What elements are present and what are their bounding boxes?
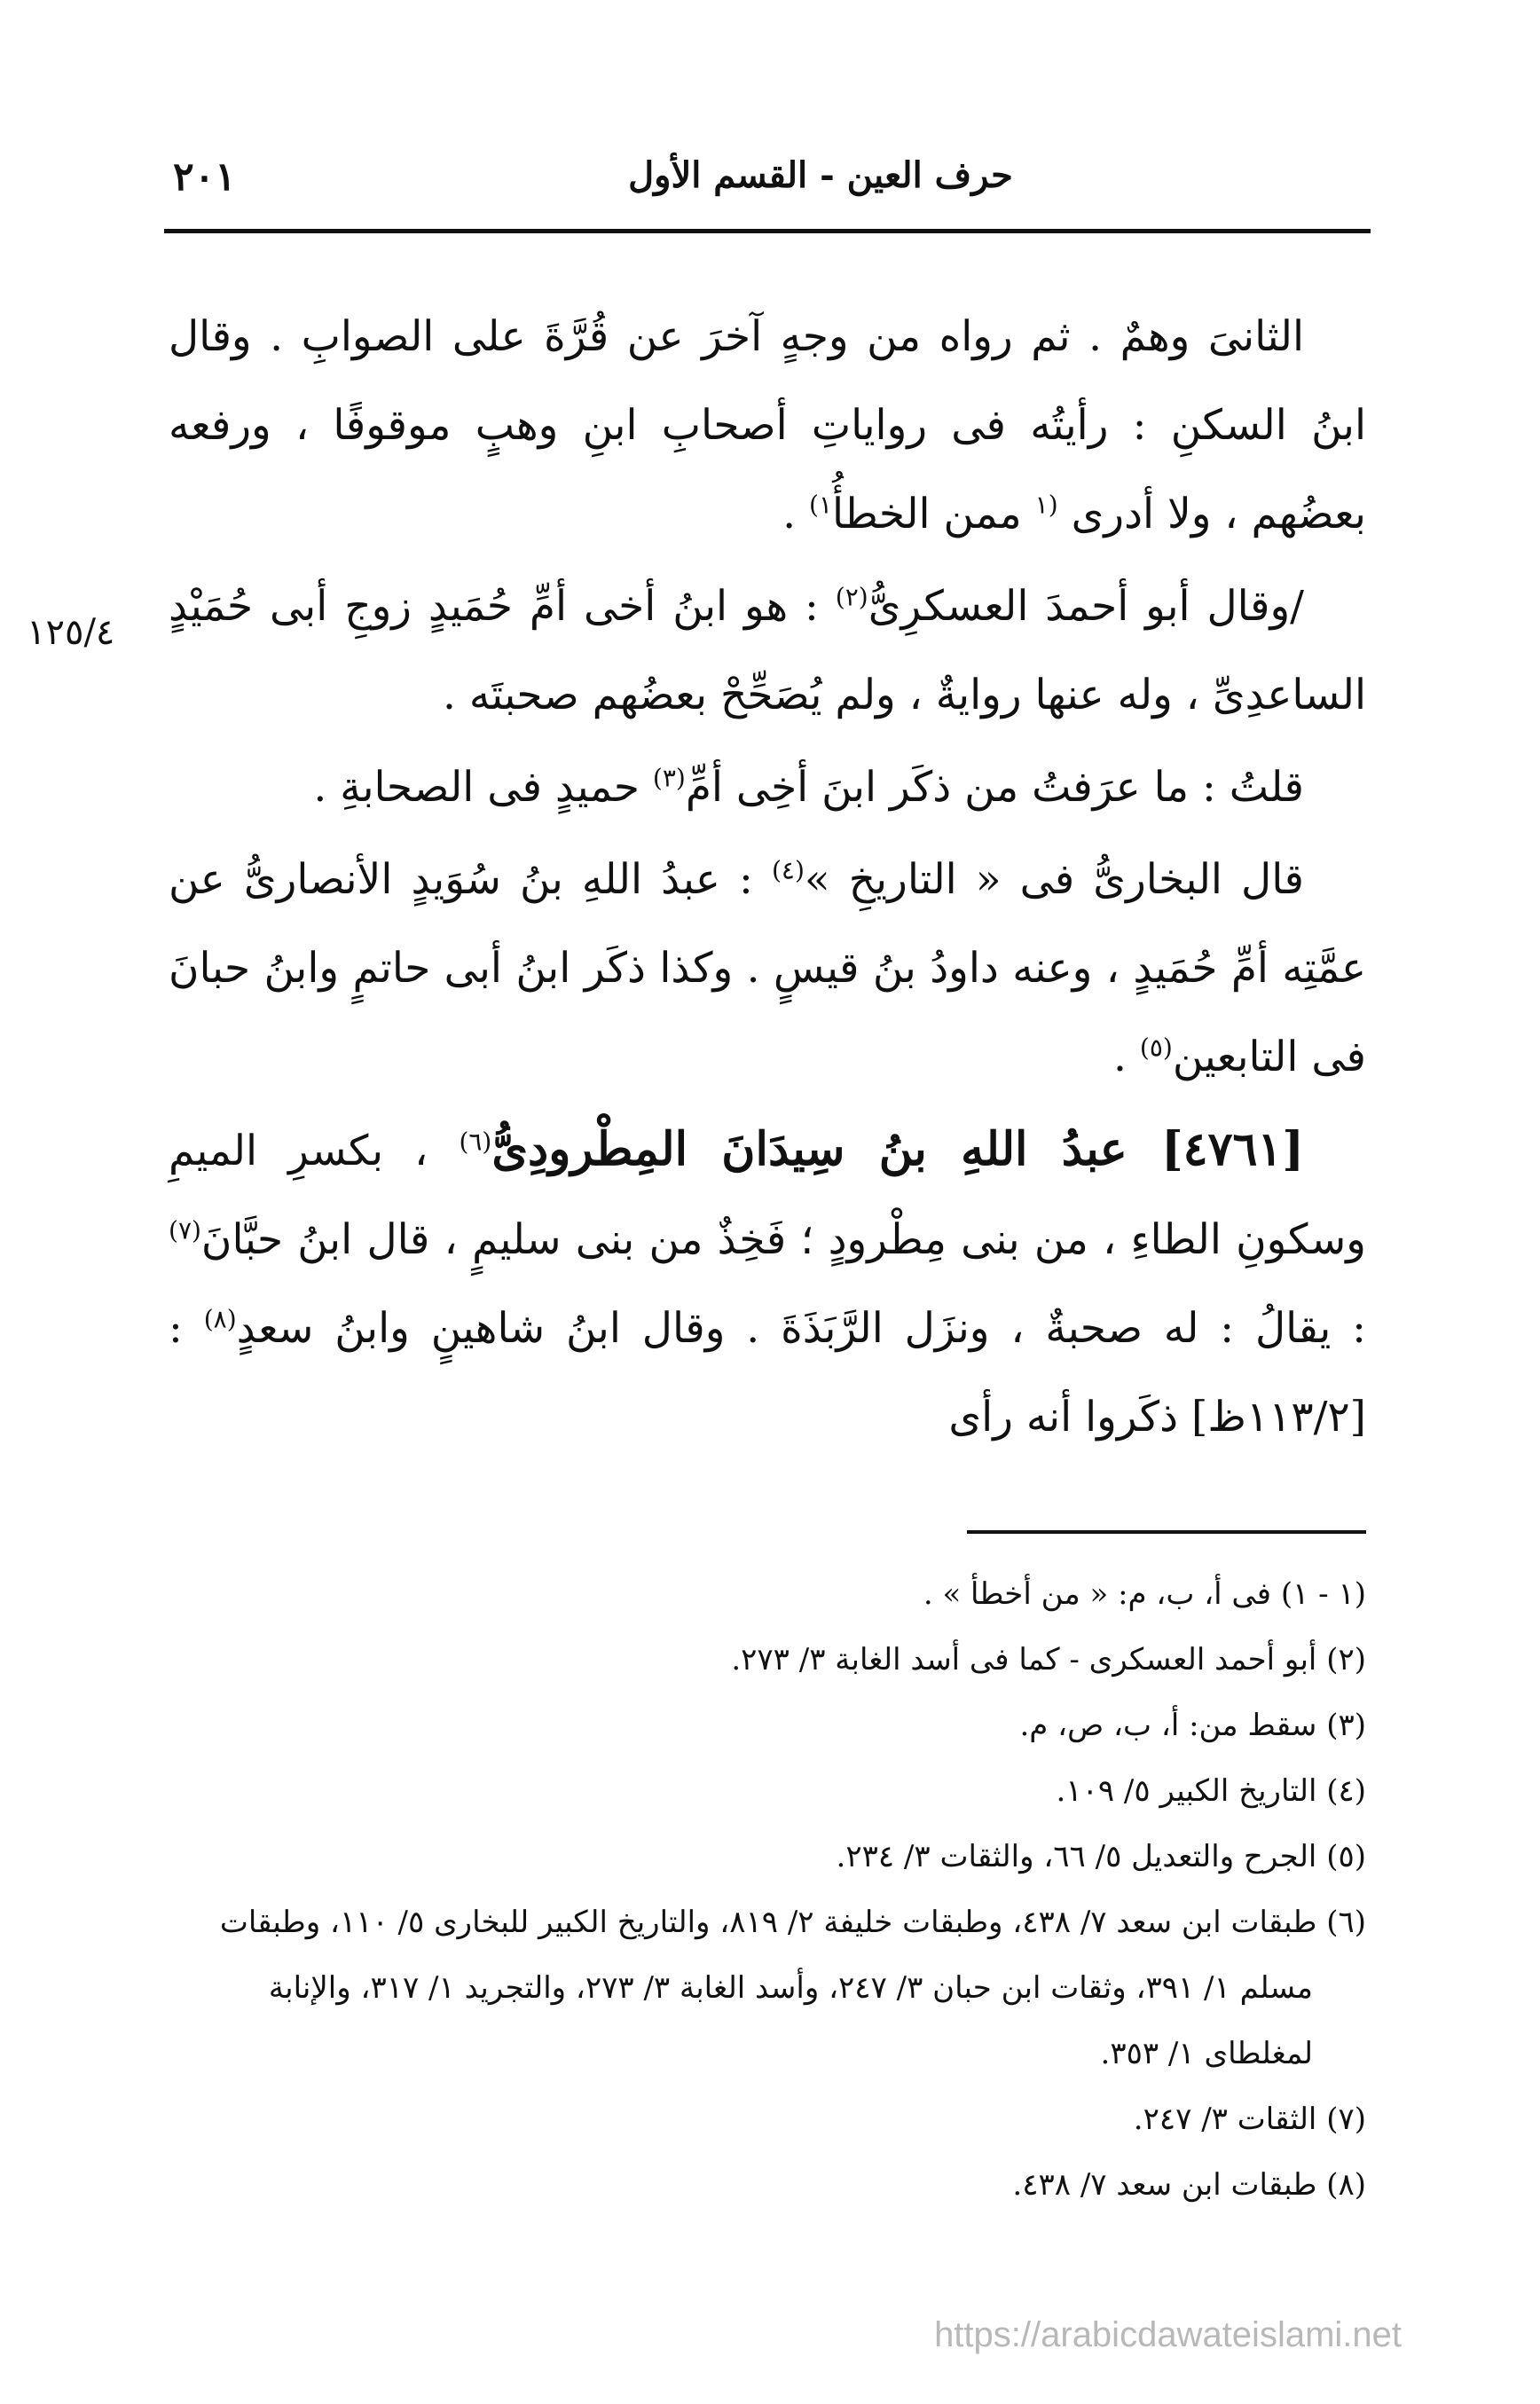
footnote xyxy=(169,1627,1366,1693)
header-rule xyxy=(164,229,1371,233)
footnote-text: الثقات ٣/ ٢٤٧. xyxy=(1133,2102,1317,2137)
footnote-label: (٣) xyxy=(1326,1708,1366,1743)
paragraph-2 xyxy=(169,562,1366,740)
paragraph-text: الثانىَ وهمٌ . ثم رواه من وجهٍ آخرَ عن قُرَّةَ على الصوابِ . وقال ابنُ السكنِ : رأيتُه فى رواياتِ أصحابِ ابنِ وهبٍ موقوفًا ، ورفعه بعضُهم ، ولا أدرى xyxy=(169,312,1366,538)
paragraph-text: . xyxy=(782,490,797,538)
footnote-label: (٧) xyxy=(1326,2102,1366,2137)
margin-reference: ١٢٥/٤ xyxy=(27,612,115,653)
footnote-continuation xyxy=(169,1955,1366,2021)
paragraph-text: /وقال أبو أحمدَ العسكرِىُّ xyxy=(868,582,1304,631)
footnote xyxy=(169,1824,1366,1889)
footnote-continuation xyxy=(169,2021,1366,2086)
footnote-text: سقط من: أ، ب، ص، م. xyxy=(1019,1708,1317,1743)
main-text xyxy=(169,293,1366,1465)
footnote-text: لمغلطاى ١/ ٣٥٣. xyxy=(1100,2036,1313,2071)
footnotes xyxy=(169,1561,1366,2218)
footnote-marker: (٦) xyxy=(459,1127,492,1157)
footnote-marker: ١) xyxy=(809,490,833,520)
footnote-text: الجرح والتعديل ٥/ ٦٦، والثقات ٣/ ٢٣٤. xyxy=(836,1839,1317,1874)
footnote-text: فى أ، ب، م: « من أخطأ » . xyxy=(923,1576,1272,1612)
footnote-label: (٤) xyxy=(1326,1773,1366,1809)
paragraph-text: : يقالُ : له صحبةٌ ، ونزَل الرَّبَذَةَ . وقال ابنُ شاهينٍ وابنُ سعدٍ xyxy=(236,1304,1366,1353)
paragraph-text: : عبدُ اللهِ بنُ سُوَيدٍ الأنصارىُّ عن عمَّتِه أمِّ حُمَيدٍ ، وعنه داودُ بنُ قيسٍ . وكذا ذكَر ابنُ أبى حاتمٍ وابنُ حبانَ فى التابعين xyxy=(169,855,1366,1081)
page-header xyxy=(164,149,1371,220)
footnote-text: مسلم ١/ ٣٩١، وثقات ابن حبان ٣/ ٢٤٧، وأسد الغابة ٣/ ٢٧٣، والتجريد ١/ ٣١٧، والإنابة xyxy=(268,1970,1313,2006)
paragraph-5 xyxy=(169,1105,1366,1462)
paragraph-4 xyxy=(169,836,1366,1102)
footnote-text: أبو أحمد العسكرى - كما فى أسد الغابة ٣/ ٢٧٣. xyxy=(731,1642,1317,1677)
source-watermark: https://arabicdawateislami.net xyxy=(934,2315,1402,2354)
footnote-label: (٦) xyxy=(1326,1905,1366,1940)
footnote-marker: (٤) xyxy=(771,855,805,885)
footnote xyxy=(169,2152,1366,2218)
running-title: حرف العين - القسم الأول xyxy=(628,154,1013,196)
paragraph-3 xyxy=(169,743,1366,832)
footnote-text: التاريخ الكبير ٥/ ١٠٩. xyxy=(1056,1773,1317,1809)
footnote-marker: (٣) xyxy=(652,763,686,793)
paragraph-1 xyxy=(169,293,1366,559)
paragraph-text: : هو ابنُ أخى أمِّ حُمَيدٍ زوجِ أبى حُمَيْدٍ الساعدِىِّ ، وله عنها روايةٌ ، ولم يُصَحِّحْ بعضُهم صحبتَه . xyxy=(169,582,1366,719)
page-number: ٢٠١ xyxy=(173,154,236,200)
footnote-label: (١ - ١) xyxy=(1280,1576,1366,1612)
paragraph-text: قلتُ : ما عرَفتُ من ذكَر ابنَ أخِى أمِّ xyxy=(685,763,1304,812)
entry-heading: [٤٧٦١] عبدُ اللهِ بنُ سِيدَانَ المِطْرودِىُّ xyxy=(491,1122,1304,1176)
paragraph-text: قال البخارىُّ فى « التاريخِ » xyxy=(804,855,1304,904)
paragraph-text: ممن الخطأُ xyxy=(832,490,1022,538)
footnote xyxy=(169,1561,1366,1627)
footnote-marker: (٨) xyxy=(203,1304,237,1334)
paragraph-text: . xyxy=(1112,1033,1127,1081)
footnote-label: (٨) xyxy=(1326,2167,1366,2203)
footnote-rule xyxy=(967,1530,1366,1534)
footnote-label: (٢) xyxy=(1326,1642,1366,1677)
footnote xyxy=(169,1889,1366,1955)
footnote-marker: (٢) xyxy=(835,582,868,612)
paragraph-text: ، بكسرِ الميمِ وسكونِ الطاءِ ، من بنى مِطْرودٍ ؛ فَخِذٌ من بنى سليمٍ ، قال ابنُ حبَّانَ xyxy=(169,1127,1366,1264)
footnote xyxy=(169,1693,1366,1758)
footnote-text: طبقات ابن سعد ٧/ ٤٣٨. xyxy=(1012,2167,1317,2203)
footnote-marker: (١ xyxy=(1034,490,1058,520)
footnote xyxy=(169,2086,1366,2152)
footnote-text: طبقات ابن سعد ٧/ ٤٣٨، وطبقات خليفة ٢/ ٨١٩، والتاريخ الكبير للبخارى ٥/ ١١٠، وطبقات xyxy=(219,1905,1317,1940)
footnote-marker: (٥) xyxy=(1139,1033,1173,1063)
footnote-marker: (٧) xyxy=(169,1215,201,1245)
paragraph-text: حميدٍ فى الصحابةِ . xyxy=(313,763,640,812)
footnote-label: (٥) xyxy=(1326,1839,1366,1874)
footnote xyxy=(169,1758,1366,1824)
paragraph-text: : [١١٣/٢ظ] ذكَروا أنه رأى xyxy=(169,1304,1366,1442)
